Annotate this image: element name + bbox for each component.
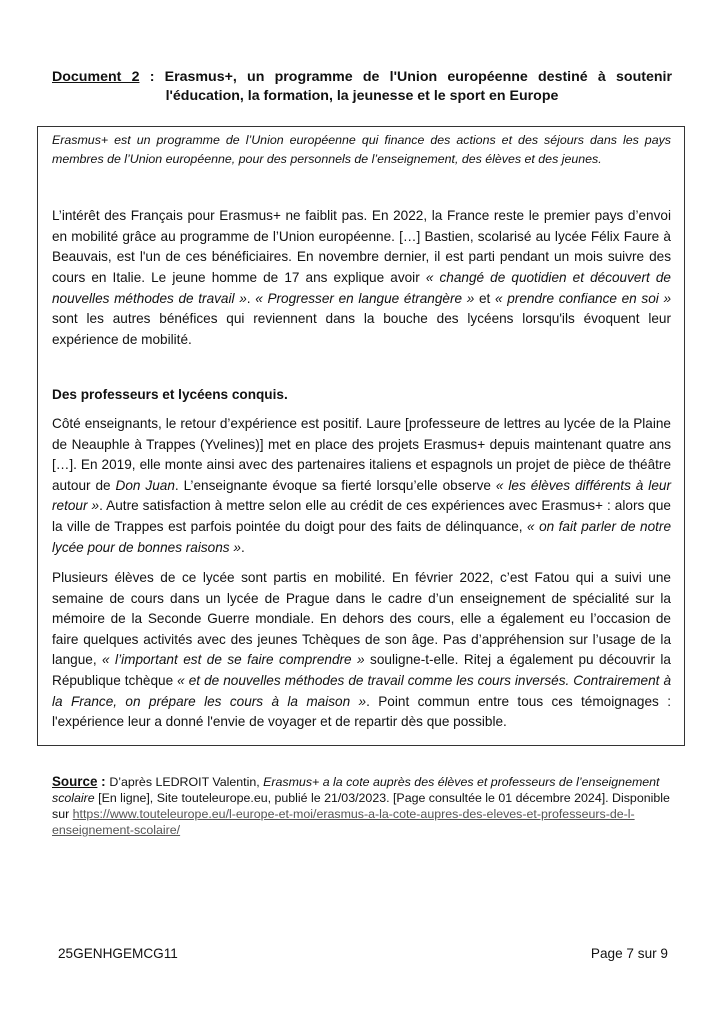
document-title-text: Erasmus+, un programme de l'Union européenne destiné à soutenir l'éducation, la formation, la jeunesse et le sport en Europe bbox=[164, 69, 672, 104]
document-title bbox=[52, 68, 672, 106]
text-span: Côté enseignants, le retour d’expérience est positif. Laure [professeure de lettres au lycée de la Plaine de Neauphle à Trappes (Yvelines)] met en place des projets Erasmus+ depuis maintenant quatre ans […]. En 2019, elle monte ainsi avec des partenaires italiens et espagnols un projet de pièce de théâtre autour de bbox=[52, 415, 671, 493]
text-span: . bbox=[246, 290, 256, 306]
text-span: L’intérêt des Français pour Erasmus+ ne faiblit pas. En 2022, la France reste le premier pays d’envoi en mobilité grâce au programme de l’Union européenne. […] Bastien, scolarisé au lycée Félix Faure à Beauvais, est l'un de ces bénéficiaires. En novembre dernier, il est parti pendant un mois suivre des cours en Italie. Le jeune homme de 17 ans explique avoir bbox=[52, 208, 671, 285]
source-label: Source bbox=[52, 774, 98, 789]
text-span: . Point commun entre tous ces témoignages : l'expérience leur a donné l'envie de voyager et de repartir dès que possible. bbox=[52, 693, 671, 730]
paragraph-2 bbox=[52, 414, 671, 558]
work-title: Don Juan bbox=[115, 477, 175, 493]
text-span: sont les autres bénéfices qui reviennent dans la bouche des lycéens lorsqu'ils évoquent leur expérience de mobilité. bbox=[52, 311, 671, 347]
text-span: et bbox=[474, 290, 495, 306]
document-text-box bbox=[37, 126, 685, 746]
text-span: souligne-t-elle. Ritej a également pu découvrir la République tchèque bbox=[52, 652, 671, 689]
quote: « prendre confiance en soi » bbox=[495, 290, 672, 306]
text-span: Plusieurs élèves de ce lycée sont partis en mobilité. En février 2022, c’est Fatou qui a suivi une semaine de cours dans un lycée de Prague dans le cadre d’un enseignement de spécialité sur la mémoire de la Seconde Guerre mondiale. En dehors des cours, elle a également eu l’occasion de faire quelques activités avec des jeunes Tchèques de son âge. Pas d’appréhension sur l’usage de la langue, bbox=[52, 570, 671, 668]
title-separator: : bbox=[139, 69, 165, 85]
text-span: . bbox=[240, 539, 245, 555]
text-span: D’après LEDROIT Valentin, bbox=[109, 775, 264, 789]
text-span: [En ligne], Site touteleurope.eu, publié le 21/03/2023. [Page consultée le 01 décembre 2024]. Disponible sur bbox=[52, 791, 670, 821]
intro-paragraph: Erasmus+ est un programme de l’Union européenne qui finance des actions et des séjours dans les pays membres de l’Union européenne, pour des personnels de l’enseignement, des élèves et des jeunes. bbox=[52, 133, 671, 166]
section-heading: Des professeurs et lycéens conquis. bbox=[52, 387, 288, 403]
document-label: Document 2 bbox=[52, 69, 140, 85]
paragraph-1 bbox=[52, 206, 671, 350]
quote: « changé de quotidien et découvert de nouvelles méthodes de travail » bbox=[52, 269, 671, 306]
text-span: . Autre satisfaction à mettre selon elle au crédit de ces expériences avec Erasmus+ : alors que la ville de Trappes est parfois pointée du doigt pour des faits de délinquance, bbox=[52, 498, 671, 534]
page-number: Page 7 sur 9 bbox=[590, 946, 668, 961]
quote: « l’important est de se faire comprendre » bbox=[102, 652, 365, 668]
quote: « on fait parler de notre lycée pour de bonnes raisons » bbox=[52, 518, 672, 555]
paragraph-3 bbox=[52, 568, 671, 733]
quote: « et de nouvelles méthodes de travail comme les cours inversés. Contrairement à la France, on prépare les cours à la maison » bbox=[52, 673, 671, 709]
source-citation bbox=[52, 774, 682, 838]
text-span: . L’enseignante évoque sa fierté lorsqu’elle observe bbox=[174, 477, 496, 493]
article-title: Erasmus+ a la cote auprès des élèves et professeurs de l’enseignement scolaire bbox=[52, 775, 660, 805]
source-url-link[interactable]: https://www.touteleurope.eu/l-europe-et-moi/erasmus-a-la-cote-aupres-des-eleves-et-professeurs-de-l-enseignement-scolaire/ bbox=[52, 807, 635, 837]
quote: « Progresser en langue étrangère » bbox=[255, 290, 475, 306]
exam-code: 25GENHGEMCG11 bbox=[58, 946, 178, 961]
source-colon: : bbox=[97, 774, 110, 789]
quote: « les élèves différents à leur retour » bbox=[52, 477, 671, 514]
